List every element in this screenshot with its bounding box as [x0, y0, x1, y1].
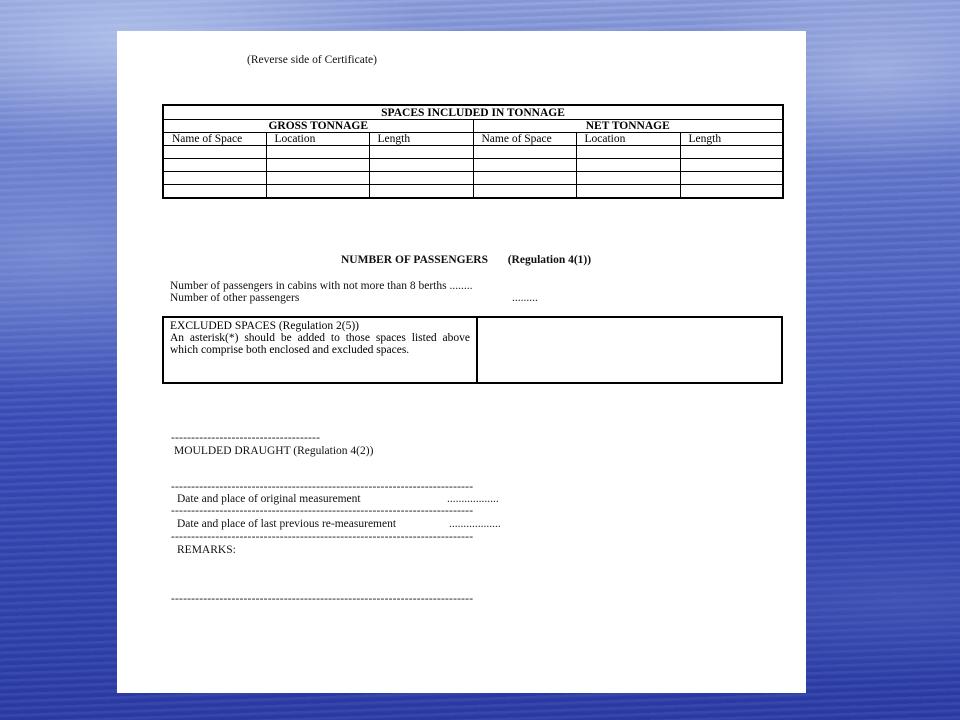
tonnage-table: [162, 104, 784, 199]
remarks-label: REMARKS:: [177, 544, 236, 556]
passengers-regulation: (Regulation 4(1)): [507, 254, 592, 266]
column-header: Location: [576, 133, 680, 146]
moulded-draught-rule: -------------------------------------: [171, 432, 321, 444]
previous-measurement-dots: ..................: [449, 518, 501, 530]
passengers-heading: [341, 254, 591, 267]
column-header: Length: [680, 133, 783, 146]
passengers-heading-text: NUMBER OF PASSENGERS: [341, 254, 488, 266]
measurement-rule-3: ---------------------------------------------------------------------------: [171, 531, 474, 543]
measurement-rule-2: ---------------------------------------------------------------------------: [171, 505, 474, 517]
passengers-other-dots: .........: [512, 292, 538, 304]
passengers-other-line: [170, 292, 299, 305]
excluded-spaces-box: [162, 316, 783, 384]
column-header: Location: [266, 133, 369, 146]
table-row: [163, 159, 783, 172]
column-header: Length: [369, 133, 473, 146]
original-measurement-dots: ..................: [447, 493, 499, 505]
table-row: [163, 172, 783, 185]
passengers-cabins-label: Number of passengers in cabins with not more than 8 berths: [170, 280, 447, 292]
excluded-spaces-entry-cell: [478, 318, 781, 382]
table-row: [163, 146, 783, 159]
header-note: (Reverse side of Certificate): [247, 54, 377, 66]
remarks-rule: ---------------------------------------------------------------------------: [171, 593, 474, 605]
original-measurement-label: Date and place of original measurement: [177, 493, 361, 505]
previous-measurement-label: Date and place of last previous re-measurement: [177, 518, 397, 530]
gross-tonnage-header: GROSS TONNAGE: [163, 120, 473, 133]
net-tonnage-header: NET TONNAGE: [473, 120, 783, 133]
excluded-spaces-note: An asterisk(*) should be added to those spaces listed above which comprise both enclosed and excluded spaces.: [170, 332, 470, 356]
column-header: Name of Space: [473, 133, 576, 146]
table-row: [163, 185, 783, 199]
moulded-draught-label: MOULDED DRAUGHT (Regulation 4(2)): [174, 445, 374, 457]
passengers-cabins-dots: ........: [449, 280, 473, 292]
tonnage-table-title: SPACES INCLUDED IN TONNAGE: [163, 105, 783, 120]
excluded-spaces-text-cell: [164, 318, 478, 382]
measurement-rule-1: ---------------------------------------------------------------------------: [171, 481, 474, 493]
column-header: Name of Space: [163, 133, 266, 146]
certificate-page: [117, 31, 806, 693]
passengers-other-label: Number of other passengers: [170, 292, 300, 304]
excluded-spaces-title: EXCLUDED SPACES (Regulation 2(5)): [170, 320, 360, 332]
